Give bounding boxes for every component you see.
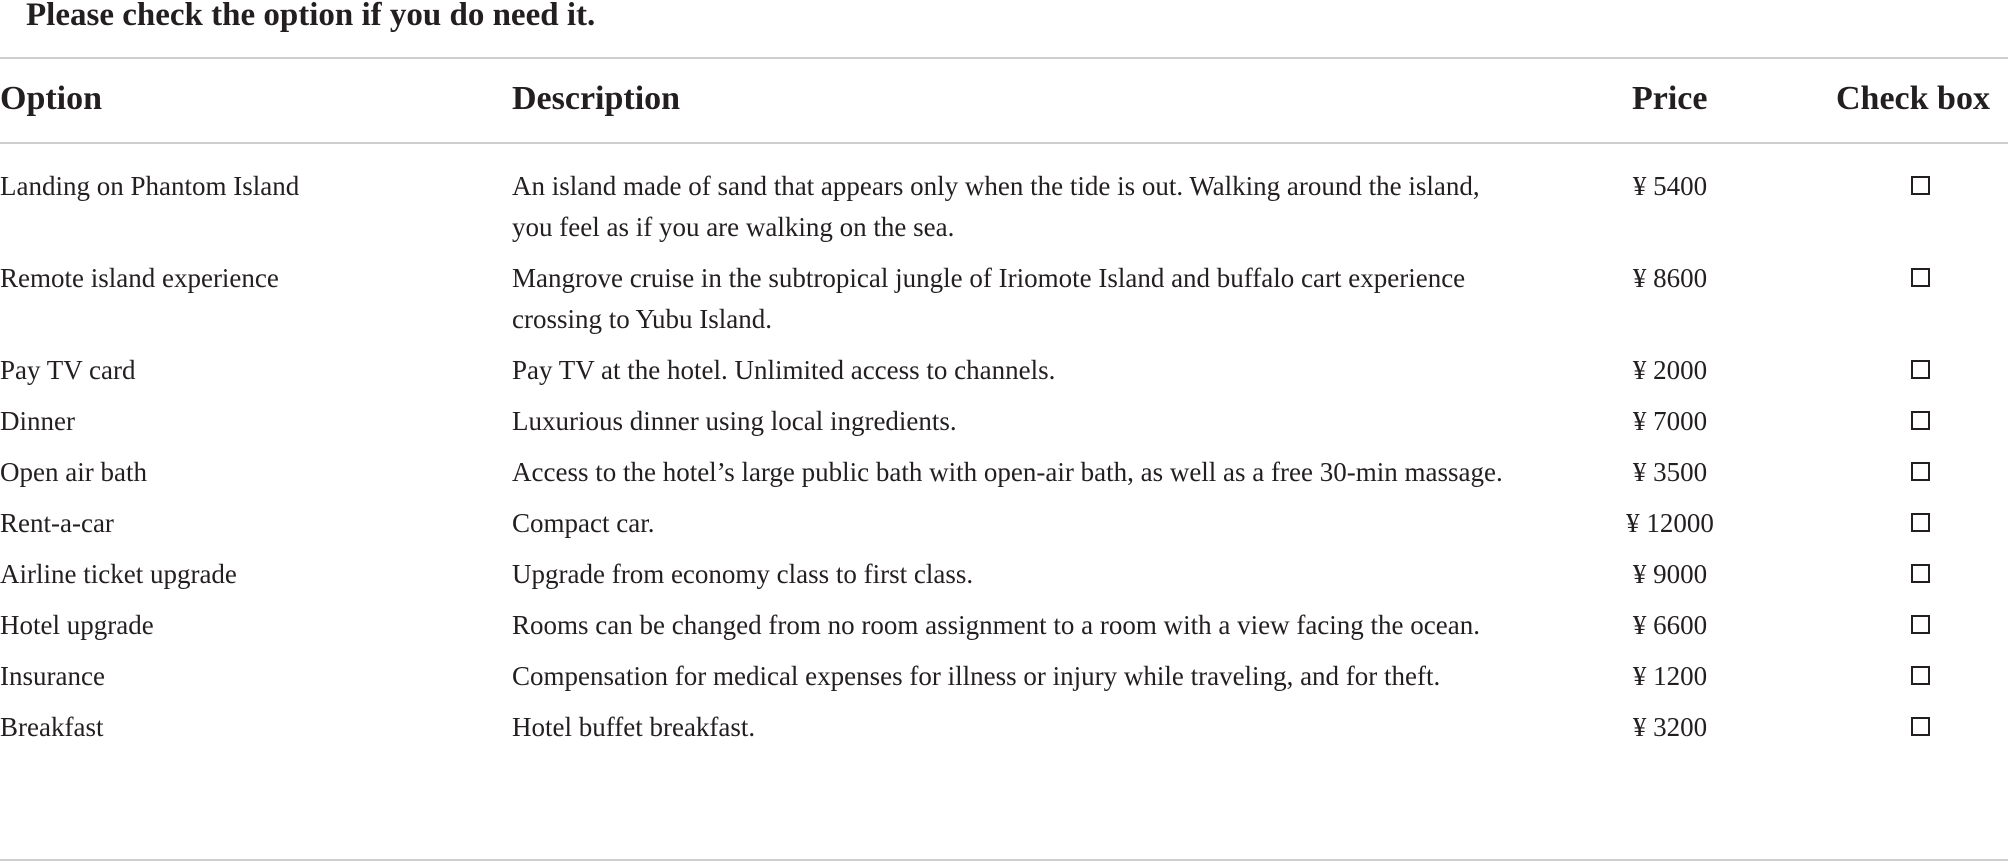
table-row	[0, 166, 2008, 248]
header-check-box: Check box	[1836, 80, 1990, 117]
option-description: Compact car.	[512, 508, 655, 538]
option-name: Airline ticket upgrade	[0, 559, 237, 589]
option-name: Breakfast	[0, 712, 104, 742]
option-price: ¥ 7000	[1632, 406, 1708, 436]
table-row	[0, 452, 2008, 493]
option-name: Pay TV card	[0, 355, 136, 385]
table-header-rule	[0, 142, 2008, 144]
header-option: Option	[0, 80, 103, 117]
table-row	[0, 258, 2008, 340]
option-checkbox[interactable]	[1911, 176, 1930, 195]
table-row	[0, 554, 2008, 595]
option-price: ¥ 6600	[1632, 610, 1708, 640]
option-checkbox[interactable]	[1911, 717, 1930, 736]
option-price: ¥ 3200	[1632, 712, 1708, 742]
option-name: Hotel upgrade	[0, 610, 154, 640]
table-body	[0, 166, 2008, 758]
option-price: ¥ 3500	[1632, 457, 1708, 487]
header-price: Price	[1632, 80, 1708, 117]
option-price: ¥ 2000	[1632, 355, 1708, 385]
option-checkbox[interactable]	[1911, 564, 1930, 583]
option-price: ¥ 8600	[1632, 263, 1708, 293]
option-description: Rooms can be changed from no room assignment to a room with a view facing the ocean.	[512, 610, 1480, 640]
option-description: An island made of sand that appears only when the tide is out. Walking around the island, you feel as if you are walking on the sea.	[512, 171, 1480, 242]
option-checkbox[interactable]	[1911, 462, 1930, 481]
table-bottom-rule	[0, 859, 2008, 861]
table-row	[0, 503, 2008, 544]
option-price: ¥ 1200	[1632, 661, 1708, 691]
option-price: ¥ 5400	[1632, 171, 1708, 201]
option-name: Rent-a-car	[0, 508, 114, 538]
option-name: Insurance	[0, 661, 105, 691]
option-description: Access to the hotel’s large public bath with open-air bath, as well as a free 30-min massage.	[512, 457, 1503, 487]
option-name: Open air bath	[0, 457, 147, 487]
option-name: Remote island experience	[0, 263, 279, 293]
option-price: ¥ 12000	[1626, 508, 1714, 538]
header-description: Description	[512, 80, 681, 117]
option-name: Dinner	[0, 406, 75, 436]
table-row	[0, 656, 2008, 697]
table-row	[0, 707, 2008, 748]
option-description: Mangrove cruise in the subtropical jungle of Iriomote Island and buffalo cart experience crossing to Yubu Island.	[512, 263, 1466, 334]
option-checkbox[interactable]	[1911, 615, 1930, 634]
option-checkbox[interactable]	[1911, 411, 1930, 430]
option-checkbox[interactable]	[1911, 268, 1930, 287]
option-description: Hotel buffet breakfast.	[512, 712, 756, 742]
option-checkbox[interactable]	[1911, 513, 1930, 532]
option-checkbox[interactable]	[1911, 360, 1930, 379]
option-price: ¥ 9000	[1632, 559, 1708, 589]
table-row	[0, 605, 2008, 646]
option-description: Compensation for medical expenses for illness or injury while traveling, and for theft.	[512, 661, 1441, 691]
option-name: Landing on Phantom Island	[0, 171, 300, 201]
option-checkbox[interactable]	[1911, 666, 1930, 685]
table-row	[0, 350, 2008, 391]
table-top-rule	[0, 57, 2008, 59]
option-description: Pay TV at the hotel. Unlimited access to channels.	[512, 355, 1056, 385]
instruction-text: Please check the option if you do need it.	[26, 0, 596, 33]
option-description: Luxurious dinner using local ingredients.	[512, 406, 957, 436]
option-description: Upgrade from economy class to first class.	[512, 559, 974, 589]
table-row	[0, 401, 2008, 442]
